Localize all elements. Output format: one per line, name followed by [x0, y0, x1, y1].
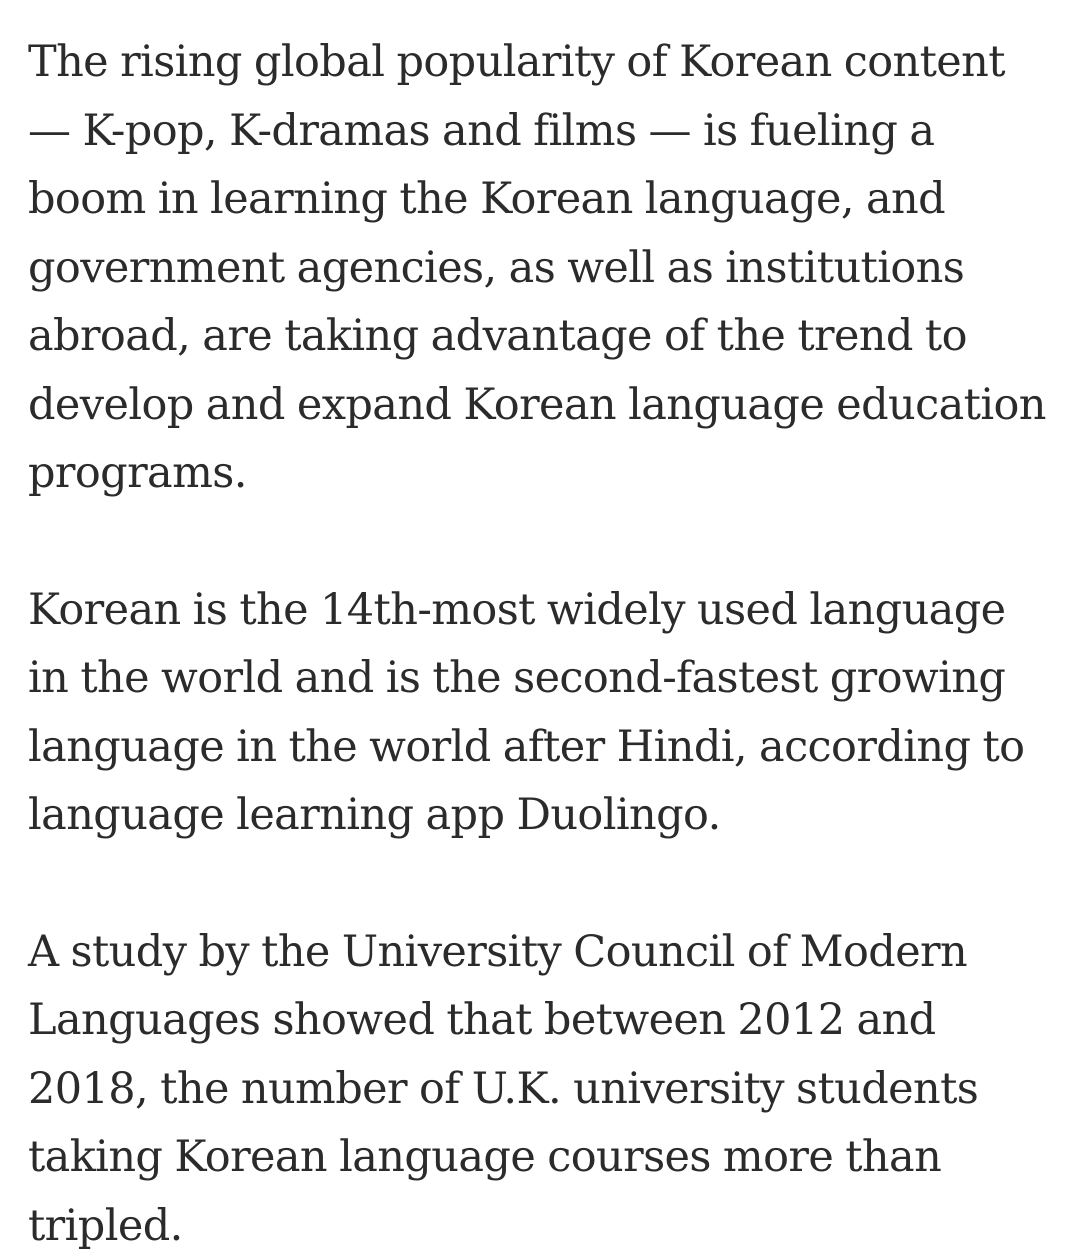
paragraph-uk-study: A study by the University Council of Modern Languages showed that between 2012 and 2018, the number of U.K. university students taking Korean language courses more than tripled. — [28, 918, 1057, 1260]
paragraph-korean-content-boom: The rising global popularity of Korean content — K-pop, K-dramas and films — is fueling a boom in learning the Korean language, and government agencies, as well as institutions abroad, are taking advantage of the trend to develop and expand Korean language education programs. — [28, 28, 1057, 508]
paragraph-duolingo-ranking: Korean is the 14th-most widely used language in the world and is the second-fastest growing language in the world after Hindi, according to language learning app Duolingo. — [28, 576, 1057, 850]
